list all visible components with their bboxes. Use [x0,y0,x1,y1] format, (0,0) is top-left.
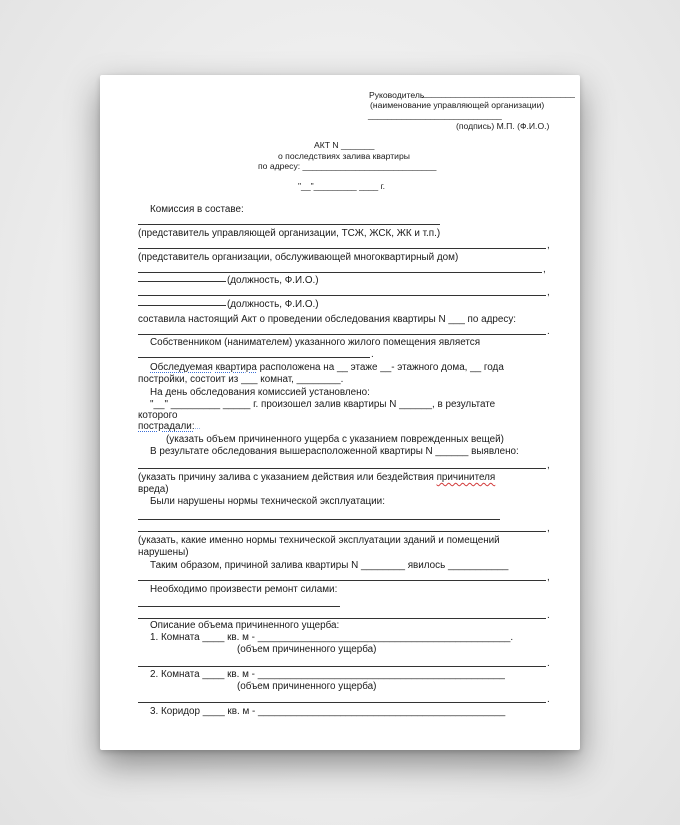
comma-4: , [547,460,550,471]
norms-caption-a: (указать, какие именно нормы технической эксплуатации зданий и помещений [138,535,500,546]
comma-1: , [547,240,550,251]
commission-line-2 [138,248,546,249]
sign-line: ____________________________ [368,110,502,120]
damage-caption-2: (объем причиненного ущерба) [237,681,377,692]
inspection-line-2: постройки, состоит из ___ комнат, ________. [138,374,344,385]
cause-caption-c: вреда) [138,484,169,495]
cause-caption-b: причинителя [436,472,496,483]
inspection-line-3: На день обследования комиссией установлено: [150,387,370,398]
act-subject: о последствиях залива квартиры [278,151,410,161]
address-line [138,334,546,335]
comma-2: , [543,264,546,275]
commission-line-1 [138,224,440,225]
comma-3: , [547,287,550,298]
act-number: АКТ N _______ [314,140,375,150]
cause-caption [138,473,495,483]
act-document-page [100,75,580,750]
dot-1: . [547,326,550,337]
result-line [138,468,546,469]
commission-line-3 [138,272,542,273]
rep-service-caption: (представитель организации, обслуживающей многоквартирный дом) [138,252,459,263]
repair-statement: Необходимо произвести ремонт силами: [150,584,338,595]
owner-line [138,357,370,358]
result-statement: В результате обследования вышерасположенной квартиры N ______ выявлено: [150,446,519,457]
damage-caption: (указать объем причиненного ущерба с указанием поврежденных вещей) [166,434,504,445]
violated-line-1 [138,519,500,520]
dot-2: . [371,349,374,360]
damage-item-2: 2. Комната ____ кв. м - _____________________________________________ [150,669,505,680]
position-line-1a [138,281,226,282]
act-address: по адресу: ____________________________ [258,161,437,171]
inspection-line-1 [150,363,504,373]
damage-item-1: 1. Комната ____ кв. м - ______________________________________________. [150,632,514,643]
position-caption-1: (должность, Ф.И.О.) [227,275,319,286]
word-kvartira: квартира [215,362,257,373]
damage-heading: Описание объема причиненного ущерба: [150,620,340,631]
head-label: Руководитель [369,90,425,100]
conclusion-statement: Таким образом, причиной залива квартиры N ________ явилось ___________ [150,560,509,571]
damage-caption-1: (объем причиненного ущерба) [237,644,377,655]
cause-caption-a: (указать причину залива с указанием действия или бездействия [138,472,434,483]
commission-line-4 [138,295,546,296]
comma-6: , [547,572,550,583]
comma-5: , [547,523,550,534]
head-line: ________________________________ [422,88,575,98]
inspection-line-5: которого [138,410,178,421]
org-caption: (наименование управляющей организации) [370,100,545,110]
damage-line-1 [138,666,546,667]
damage-item-3: 3. Коридор ____ кв. м - _____________________________________________ [150,706,506,717]
position-caption-2: (должность, Ф.И.О.) [227,299,319,310]
owner-statement: Собственником (нанимателем) указанного жилого помещения является [150,337,481,348]
position-line-2a [138,305,226,306]
violated-line-2 [138,531,546,532]
act-date: "__"_________ ____ г. [298,181,386,191]
dot-4: . [547,658,550,669]
rep-mgmt-caption: (представитель управляющей организации, ТСЖ, ЖСК, ЖК и т.п.) [138,228,441,239]
word-obsleduemaya: Обследуемая [150,362,213,373]
violated-statement: Были нарушены нормы технической эксплуатации: [150,496,385,507]
dot-5: . [547,694,550,705]
sign-caption: (подпись) М.П. (Ф.И.О.) [456,121,550,131]
repair-line-2 [138,618,546,619]
word-postradali: пострадали: [138,421,195,432]
damage-line-2 [138,702,546,703]
compiled-statement: составила настоящий Акт о проведении обследования квартиры N ___ по адресу: [138,314,517,325]
trailing-dots: ... [194,424,201,431]
inspection-line-6 [138,422,200,432]
repair-line-1 [138,606,340,607]
dot-3: . [547,610,550,621]
norms-caption-b: нарушены) [138,547,189,558]
conclusion-line [138,580,546,581]
inspection-line-4: "__" _________ _____ г. произошел залив квартиры N ______, в результате [150,399,496,410]
commission-intro: Комиссия в составе: [150,204,244,215]
inspection-line-1-rest: расположена на __ этаже __- этажного дома, __ года [259,362,504,373]
